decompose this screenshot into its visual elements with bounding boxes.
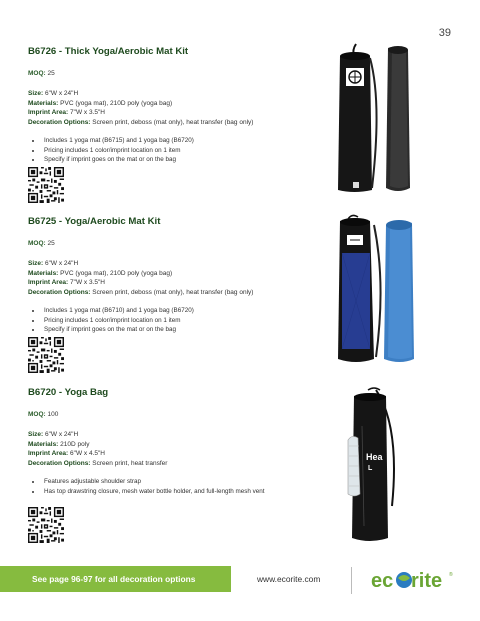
qr-code[interactable]	[28, 507, 64, 543]
website-link[interactable]: www.ecorite.com	[257, 574, 321, 584]
svg-text:Hea: Hea	[366, 452, 383, 462]
qr-code[interactable]	[28, 167, 64, 203]
product-moq: MOQ: 25	[28, 70, 55, 77]
feature-list	[28, 306, 318, 334]
product-moq: MOQ: 25	[28, 240, 55, 247]
feature-list	[28, 136, 318, 164]
product-image-b6726	[330, 42, 420, 194]
feature-item: • Specify if imprint goes on the mat or on the bag	[42, 325, 318, 334]
product-title: B6725 - Yoga/Aerobic Mat Kit	[28, 216, 161, 227]
product-b6725	[28, 216, 318, 335]
feature-list	[28, 477, 318, 496]
product-image-b6720	[340, 386, 410, 544]
ecorite-logo	[371, 566, 461, 594]
decoration-options-link[interactable]: See page 96-97 for all decoration options	[32, 574, 196, 584]
product-specs: Size: 6"W x 24"H Materials: PVC (yoga mat), 210D poly (yoga bag) Imprint Area: 7"W x 3.5"H Decoration Options: Screen print, deboss (mat only), heat transfer (bag only)	[28, 90, 254, 126]
feature-item: • Includes 1 yoga mat (B6710) and 1 yoga bag (B6720)	[42, 306, 318, 315]
feature-item: • Specify if imprint goes on the mat or on the bag	[42, 155, 318, 164]
product-title: B6720 - Yoga Bag	[28, 387, 109, 398]
product-specs: Size: 6"W x 24"H Materials: PVC (yoga mat), 210D poly (yoga bag) Imprint Area: 7"W x 3.5"H Decoration Options: Screen print, deboss (mat only), heat transfer (bag only)	[28, 260, 254, 296]
product-moq: MOQ: 100	[28, 411, 59, 418]
footer	[0, 566, 480, 592]
footer-divider	[351, 567, 352, 594]
page-number: 39	[438, 27, 451, 39]
svg-text:ec: ec	[371, 570, 394, 592]
svg-text:L: L	[368, 465, 373, 472]
product-b6726	[28, 46, 318, 165]
feature-item: • Includes 1 yoga mat (B6715) and 1 yoga bag (B6720)	[42, 136, 318, 145]
svg-text:®: ®	[449, 572, 453, 578]
product-specs: Size: 6"W x 24"H Materials: 210D poly Imprint Area: 6"W x 4.5"H Decoration Options: Screen print, heat transfer	[28, 431, 168, 467]
product-image-b6725	[330, 213, 422, 365]
feature-item: • Pricing includes 1 color/imprint location on 1 item	[42, 146, 318, 155]
feature-item: • Pricing includes 1 color/imprint location on 1 item	[42, 316, 318, 325]
product-b6720	[28, 387, 318, 496]
qr-code[interactable]	[28, 337, 64, 373]
feature-item: • Has top drawstring closure, mesh water bottle holder, and full-length mesh vent	[42, 487, 318, 496]
product-title: B6726 - Thick Yoga/Aerobic Mat Kit	[28, 46, 189, 57]
svg-text:rite: rite	[411, 570, 443, 592]
feature-item: • Features adjustable shoulder strap	[42, 477, 318, 486]
